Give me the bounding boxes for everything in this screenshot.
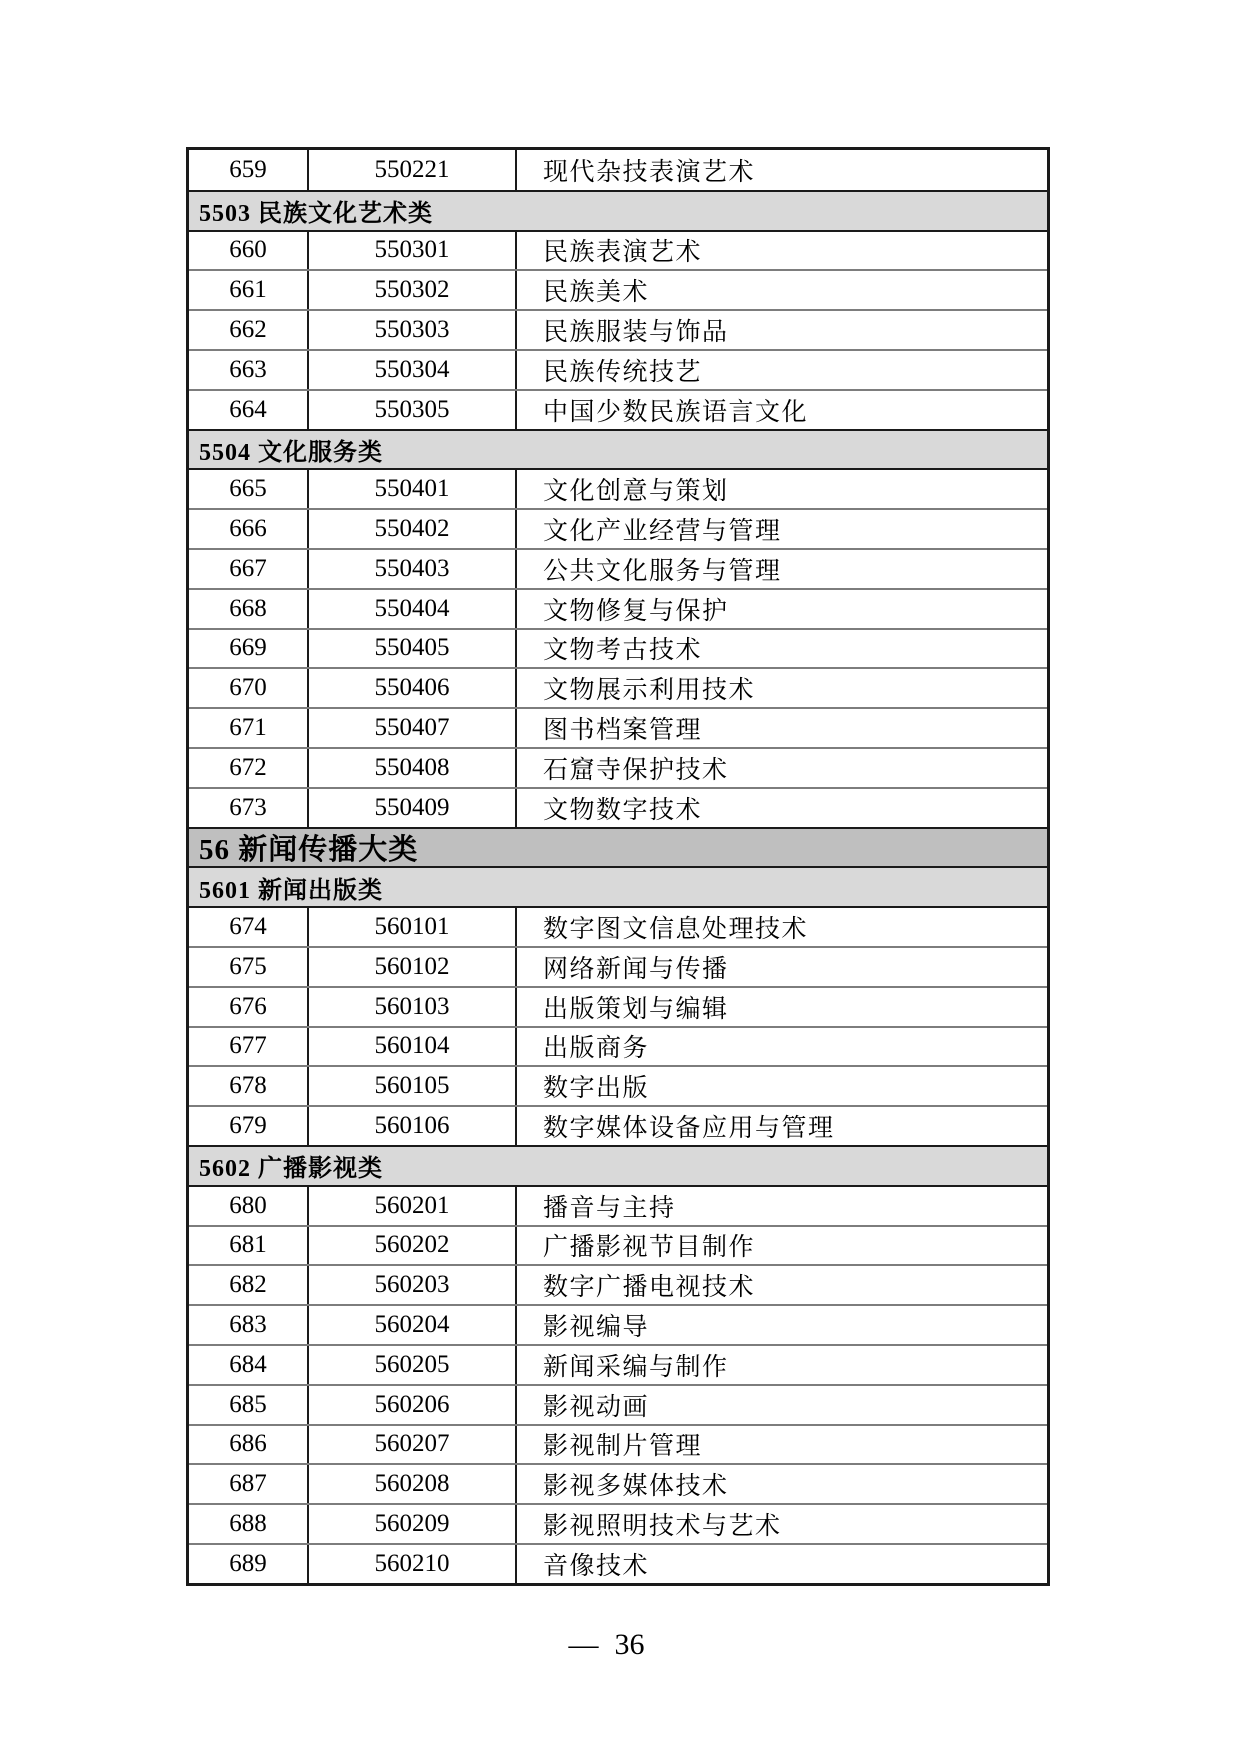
- major-code-cell: 550407: [309, 709, 517, 747]
- table-row: [189, 787, 1047, 827]
- major-code-cell: 550221: [309, 150, 517, 190]
- row-index-cell: 674: [189, 908, 309, 946]
- section-header-row: [189, 1145, 1047, 1185]
- table-row: [189, 1185, 1047, 1225]
- major-code-cell: 550401: [309, 470, 517, 508]
- row-index-cell: 663: [189, 351, 309, 389]
- major-name-cell: 影视多媒体技术: [543, 1473, 729, 1501]
- major-code-cell: 560210: [309, 1545, 517, 1583]
- table-row: [189, 1065, 1047, 1105]
- major-name-cell: 播音与主持: [543, 1194, 676, 1222]
- section-header-row: [189, 190, 1047, 230]
- major-code-cell: 550406: [309, 669, 517, 707]
- table-row: [189, 508, 1047, 548]
- row-index-cell: 672: [189, 749, 309, 787]
- footer-page-number: 36: [614, 1628, 645, 1661]
- section-header-row: [189, 866, 1047, 906]
- table-row: [189, 667, 1047, 707]
- major-name-cell: 数字出版: [543, 1075, 650, 1103]
- major-code-cell: 560209: [309, 1505, 517, 1543]
- major-name-cell: 广播影视节目制作: [543, 1234, 756, 1262]
- row-index-cell: 659: [189, 150, 309, 190]
- row-index-cell: 680: [189, 1187, 309, 1225]
- row-index-cell: 681: [189, 1227, 309, 1265]
- major-name-cell: 出版商务: [543, 1035, 650, 1063]
- major-name-cell: 现代杂技表演艺术: [543, 158, 756, 186]
- table-row: [189, 986, 1047, 1026]
- major-code-cell: 560207: [309, 1426, 517, 1464]
- row-index-cell: 682: [189, 1266, 309, 1304]
- row-index-cell: 684: [189, 1346, 309, 1384]
- row-index-cell: 677: [189, 1028, 309, 1066]
- major-name-cell: 石窟寺保护技术: [543, 756, 729, 784]
- major-name-cell: 民族美术: [543, 279, 650, 307]
- major-name-cell: 出版策划与编辑: [543, 995, 729, 1023]
- major-name-cell: 民族服装与饰品: [543, 319, 729, 347]
- table-row: [189, 349, 1047, 389]
- major-name-cell: 网络新闻与传播: [543, 955, 729, 983]
- major-name-cell: 公共文化服务与管理: [543, 557, 782, 585]
- row-index-cell: 669: [189, 630, 309, 668]
- major-code-cell: 550402: [309, 510, 517, 548]
- row-index-cell: 687: [189, 1465, 309, 1503]
- major-name-cell: 民族传统技艺: [543, 358, 703, 386]
- category-header-row: [189, 827, 1047, 867]
- major-code-cell: 560203: [309, 1266, 517, 1304]
- major-code-cell: 560102: [309, 948, 517, 986]
- table-row: [189, 707, 1047, 747]
- row-index-cell: 675: [189, 948, 309, 986]
- table-row: [189, 1026, 1047, 1066]
- table-row: [189, 1503, 1047, 1543]
- row-index-cell: 689: [189, 1545, 309, 1583]
- table-row: [189, 588, 1047, 628]
- category-label: 56 新闻传播大类: [199, 833, 419, 866]
- major-name-cell: 影视动画: [543, 1393, 650, 1421]
- major-name-cell: 文物修复与保护: [543, 597, 729, 625]
- row-index-cell: 667: [189, 550, 309, 588]
- major-code-cell: 560201: [309, 1187, 517, 1225]
- major-name-cell: 图书档案管理: [543, 717, 703, 745]
- table-row: [189, 269, 1047, 309]
- row-index-cell: 685: [189, 1386, 309, 1424]
- major-name-cell: 数字图文信息处理技术: [543, 916, 809, 944]
- row-index-cell: 670: [189, 669, 309, 707]
- table-row: [189, 1264, 1047, 1304]
- major-code-cell: 550403: [309, 550, 517, 588]
- major-code-cell: 560208: [309, 1465, 517, 1503]
- row-index-cell: 679: [189, 1107, 309, 1145]
- major-code-cell: 550303: [309, 311, 517, 349]
- row-index-cell: 665: [189, 470, 309, 508]
- major-name-cell: 数字广播电视技术: [543, 1274, 756, 1302]
- table-row: [189, 946, 1047, 986]
- row-index-cell: 671: [189, 709, 309, 747]
- section-label: 5601 新闻出版类: [199, 877, 383, 904]
- major-code-cell: 550304: [309, 351, 517, 389]
- section-header-row: [189, 429, 1047, 469]
- major-name-cell: 文物考古技术: [543, 637, 703, 665]
- major-name-cell: 数字媒体设备应用与管理: [543, 1115, 835, 1143]
- major-code-cell: 560104: [309, 1028, 517, 1066]
- major-code-cell: 560101: [309, 908, 517, 946]
- major-name-cell: 中国少数民族语言文化: [543, 398, 809, 426]
- major-name-cell: 音像技术: [543, 1552, 650, 1580]
- major-code-cell: 560103: [309, 988, 517, 1026]
- table-row: [189, 906, 1047, 946]
- major-name-cell: 影视制片管理: [543, 1433, 703, 1461]
- major-code-cell: 560202: [309, 1227, 517, 1265]
- table-row: [189, 1105, 1047, 1145]
- section-label: 5602 广播影视类: [199, 1156, 383, 1183]
- table-row: [189, 309, 1047, 349]
- row-index-cell: 676: [189, 988, 309, 1026]
- major-code-cell: 560105: [309, 1067, 517, 1105]
- row-index-cell: 668: [189, 590, 309, 628]
- row-index-cell: 673: [189, 789, 309, 827]
- major-code-cell: 560206: [309, 1386, 517, 1424]
- table-row: [189, 747, 1047, 787]
- major-name-cell: 文化创意与策划: [543, 478, 729, 506]
- table-row: [189, 548, 1047, 588]
- table-row: [189, 1384, 1047, 1424]
- row-index-cell: 688: [189, 1505, 309, 1543]
- row-index-cell: 666: [189, 510, 309, 548]
- table-row: [189, 1424, 1047, 1464]
- row-index-cell: 686: [189, 1426, 309, 1464]
- row-index-cell: 678: [189, 1067, 309, 1105]
- major-code-cell: 550409: [309, 789, 517, 827]
- major-name-cell: 文物展示利用技术: [543, 677, 756, 705]
- major-code-cell: 550405: [309, 630, 517, 668]
- table-row: [189, 389, 1047, 429]
- table-row: [189, 1543, 1047, 1583]
- major-name-cell: 影视编导: [543, 1314, 650, 1341]
- row-index-cell: 662: [189, 311, 309, 349]
- major-code-cell: 550302: [309, 271, 517, 309]
- footer-dash: —: [568, 1628, 599, 1661]
- major-name-cell: 文化产业经营与管理: [543, 518, 782, 546]
- row-index-cell: 660: [189, 232, 309, 270]
- table-row: [189, 628, 1047, 668]
- majors-table: [186, 147, 1050, 1586]
- row-index-cell: 664: [189, 391, 309, 429]
- row-index-cell: 683: [189, 1306, 309, 1344]
- major-code-cell: 550404: [309, 590, 517, 628]
- major-code-cell: 560204: [309, 1306, 517, 1344]
- major-name-cell: 影视照明技术与艺术: [543, 1512, 782, 1540]
- major-name-cell: 新闻采编与制作: [543, 1353, 729, 1381]
- table-row: [189, 150, 1047, 190]
- table-row: [189, 1304, 1047, 1344]
- section-label: 5503 民族文化艺术类: [199, 201, 433, 228]
- major-name-cell: 民族表演艺术: [543, 239, 703, 267]
- table-row: [189, 468, 1047, 508]
- page-footer: [0, 1628, 1227, 1662]
- table-row: [189, 1225, 1047, 1265]
- major-code-cell: 560106: [309, 1107, 517, 1145]
- table-row: [189, 1344, 1047, 1384]
- major-code-cell: 550301: [309, 232, 517, 270]
- major-code-cell: 560205: [309, 1346, 517, 1384]
- major-code-cell: 550305: [309, 391, 517, 429]
- section-label: 5504 文化服务类: [199, 439, 383, 466]
- table-row: [189, 230, 1047, 270]
- major-code-cell: 550408: [309, 749, 517, 787]
- table-row: [189, 1463, 1047, 1503]
- major-name-cell: 文物数字技术: [543, 796, 703, 824]
- row-index-cell: 661: [189, 271, 309, 309]
